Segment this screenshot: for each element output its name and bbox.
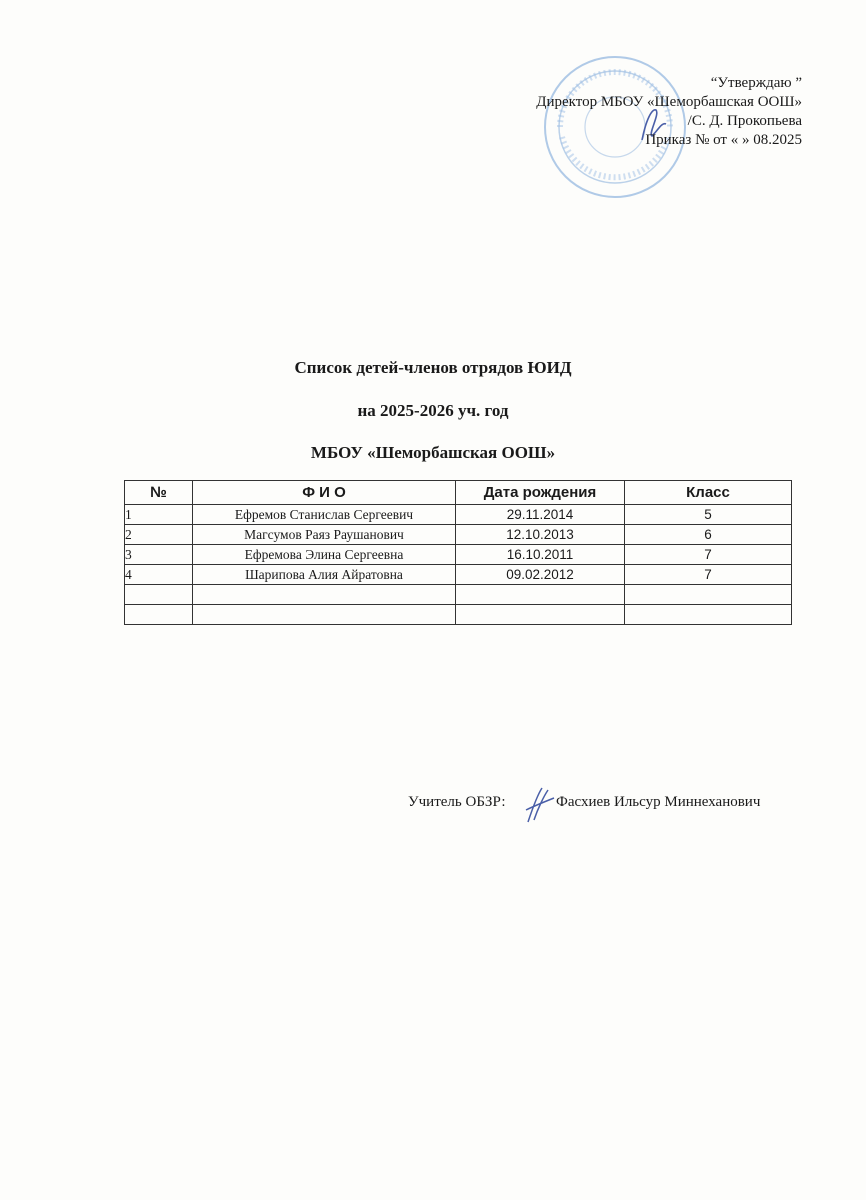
cell-date: [456, 605, 625, 625]
cell-class: 5: [625, 505, 792, 525]
header-num: №: [125, 481, 193, 505]
cell-date: [456, 585, 625, 605]
teacher-label: Учитель ОБЗР:: [408, 794, 506, 810]
cell-class: 7: [625, 565, 792, 585]
cell-fio: Ефремов Станислав Сергеевич: [193, 505, 456, 525]
cell-class: 7: [625, 545, 792, 565]
cell-num: 2: [125, 525, 193, 545]
cell-date: 29.11.2014: [456, 505, 625, 525]
document-school: МБОУ «Шеморбашская ООШ»: [310, 443, 556, 462]
teacher-signature-icon: [520, 780, 560, 830]
cell-fio: [193, 605, 456, 625]
table-row: [125, 525, 792, 545]
cell-num: [125, 605, 193, 625]
table-row: [125, 605, 792, 625]
cell-fio: Магсумов Раяз Раушанович: [193, 525, 456, 545]
cell-num: 4: [125, 565, 193, 585]
cell-date: 09.02.2012: [456, 565, 625, 585]
cell-fio: [193, 585, 456, 605]
document-title: Список детей-членов отрядов ЮИД: [294, 358, 572, 377]
cell-class: 6: [625, 525, 792, 545]
document-period: на 2025-2026 уч. год: [357, 401, 509, 420]
director-sign-line: /С. Д. Прокопьева: [687, 113, 802, 129]
header-fio: Ф И О: [193, 481, 456, 505]
members-table: [124, 480, 792, 625]
cell-class: [625, 585, 792, 605]
table-row: [125, 545, 792, 565]
cell-num: [125, 585, 193, 605]
table-header-row: [125, 481, 792, 505]
approval-block: [536, 74, 802, 150]
approve-word: “Утверждаю ”: [710, 75, 802, 91]
table-row: [125, 505, 792, 525]
cell-class: [625, 605, 792, 625]
teacher-name: Фасхиев Ильсур Миннеханович: [556, 794, 761, 810]
order-line: Приказ № от « » 08.2025: [645, 132, 802, 148]
cell-fio: Шарипова Алия Айратовна: [193, 565, 456, 585]
cell-date: 16.10.2011: [456, 545, 625, 565]
table-row: [125, 585, 792, 605]
table-row: [125, 565, 792, 585]
header-date: Дата рождения: [456, 481, 625, 505]
cell-num: 1: [125, 505, 193, 525]
cell-date: 12.10.2013: [456, 525, 625, 545]
cell-fio: Ефремова Элина Сергеевна: [193, 545, 456, 565]
director-line: Директор МБОУ «Шеморбашская ООШ»: [536, 94, 802, 110]
cell-num: 3: [125, 545, 193, 565]
header-class: Класс: [625, 481, 792, 505]
